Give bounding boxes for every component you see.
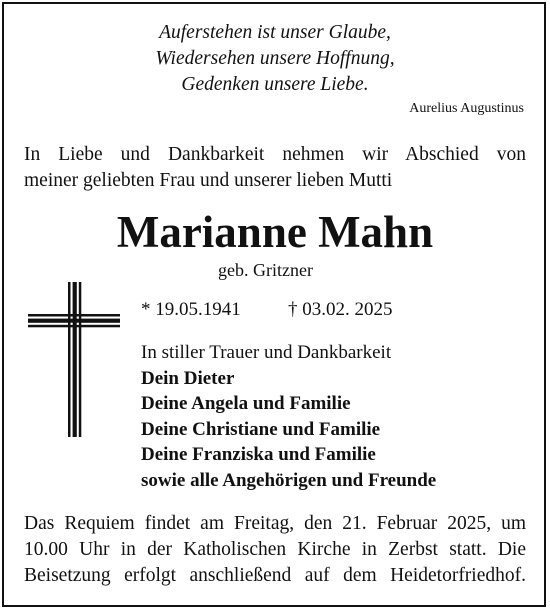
mourner-name: Dein Dieter xyxy=(141,367,235,389)
maiden-name: geb. Gritzner xyxy=(218,260,313,280)
intro-text xyxy=(24,142,526,194)
funeral-details xyxy=(24,511,526,589)
quote-author: Aurelius Augustinus xyxy=(409,101,524,116)
deceased-name: Marianne Mahn xyxy=(116,207,434,257)
mourners-list xyxy=(141,340,436,493)
funeral-details-line: Beisetzung erfolgt anschließend auf dem Heidetorfriedhof. xyxy=(24,565,526,586)
mourner-name: Deine Christiane und Familie xyxy=(141,418,381,440)
birth-date: * 19.05.1941 xyxy=(141,299,241,320)
latin-cross-icon xyxy=(28,282,120,437)
memorial-quote xyxy=(0,20,550,98)
quote-line: Auferstehen ist unser Glaube, xyxy=(159,22,391,43)
intro-line: meiner geliebten Frau und unserer lieben Mutti xyxy=(24,170,393,191)
mourners-heading: In stiller Trauer und Dankbarkeit xyxy=(141,342,392,363)
mourner-name: sowie alle Angehörigen und Freunde xyxy=(141,469,437,491)
mourner-name: Deine Franziska und Familie xyxy=(141,444,376,465)
death-date: † 03.02. 2025 xyxy=(288,299,393,320)
intro-line: In Liebe und Dankbarkeit nehmen wir Abschied von xyxy=(24,144,526,165)
quote-line: Wiedersehen unsere Hoffnung, xyxy=(155,48,395,69)
life-dates xyxy=(141,298,393,322)
quote-line: Gedenken unsere Liebe. xyxy=(181,74,369,95)
funeral-details-line: 10.00 Uhr in der Katholischen Kirche in Zerbst statt. Die xyxy=(24,539,526,560)
funeral-details-line: Das Requiem findet am Freitag, den 21. Februar 2025, um xyxy=(24,513,526,534)
mourner-name: Deine Angela und Familie xyxy=(141,393,351,414)
